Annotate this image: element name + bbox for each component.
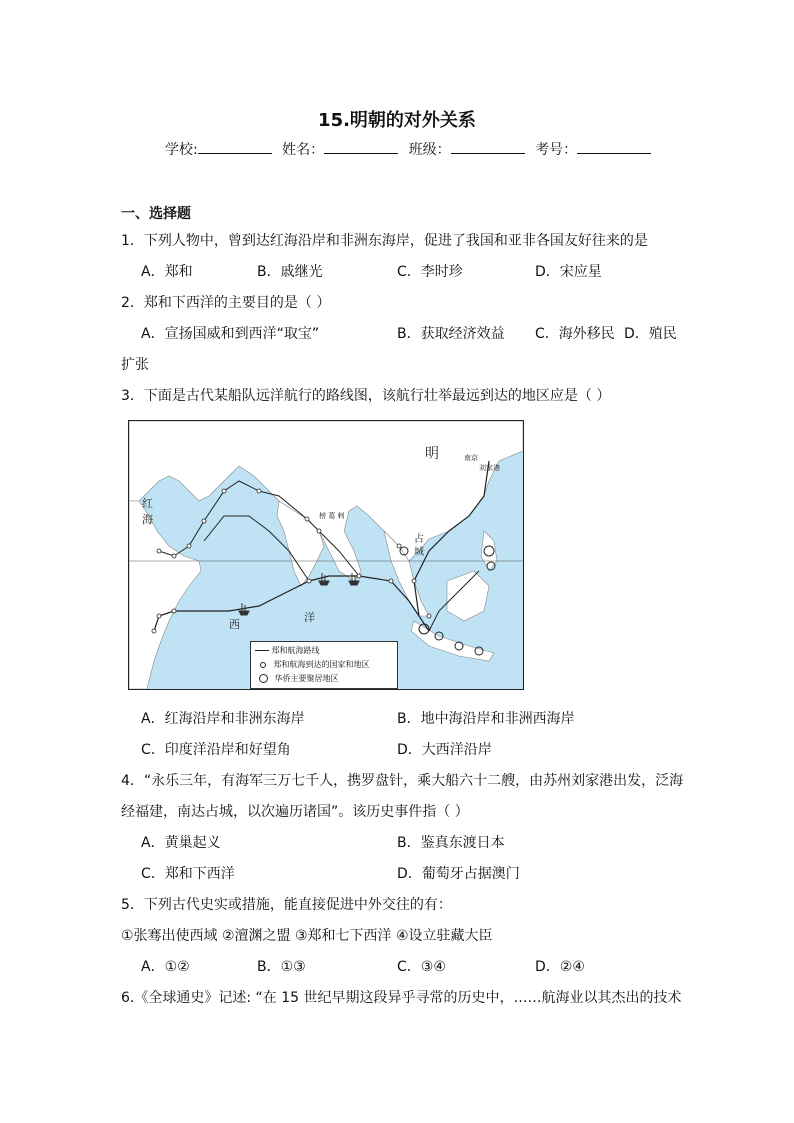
q1-option-b[interactable]: B．戚继光: [257, 264, 323, 280]
q4-option-a[interactable]: A．黄巢起义: [141, 835, 221, 851]
legend-route-line: [255, 650, 269, 651]
q3-option-a[interactable]: A．红海沿岸和非洲东海岸: [141, 711, 305, 727]
map-label-nanjing: 南京: [464, 454, 478, 462]
q1-option-d[interactable]: D．宋应星: [535, 264, 602, 280]
legend-visited: [255, 659, 370, 670]
question-4-stem-line-2: 经福建，南达占城，以次遍历诸国”。该历史事件指（ ）: [121, 804, 469, 820]
map-label-ocean: 洋: [304, 611, 315, 624]
map-label-liujiagang: 刘家港: [479, 464, 500, 472]
question-4-stem: 4．“永乐三年，有海军三万七千人，携罗盘针，乘大船六十二艘，由苏州刘家港出发，泛海: [121, 773, 684, 789]
legend-settlement: [255, 673, 339, 684]
q2-option-d[interactable]: D．殖民: [624, 326, 677, 342]
question-3-stem: 3．下面是古代某船队远洋航行的路线图，该航行壮举最远到达的地区应是（ ）: [121, 388, 611, 404]
sumatra-java-landmass: [411, 621, 494, 661]
q3-option-c[interactable]: C．印度洋沿岸和好望角: [141, 742, 291, 758]
school-blank[interactable]: [198, 139, 272, 154]
exam-number-blank[interactable]: [577, 139, 651, 154]
q5-option-d[interactable]: D．②④: [535, 959, 585, 975]
q4-option-b[interactable]: B．鉴真东渡日本: [397, 835, 505, 851]
q2-option-a[interactable]: A．宣扬国威和到西洋“取宝”: [141, 326, 320, 342]
map-label-red-sea: 红 海: [142, 497, 153, 526]
question-5-stem-line-2: ①张骞出使西域 ②澶渊之盟 ③郑和七下西洋 ④设立驻藏大臣: [121, 928, 493, 944]
page-title: 15.明朝的对外关系: [318, 110, 476, 131]
legend-settlement-circle: [259, 674, 268, 683]
q5-option-a[interactable]: A．①②: [141, 959, 190, 975]
q2-option-c[interactable]: C．海外移民: [535, 326, 615, 342]
q4-option-d[interactable]: D．葡萄牙占据澳门: [397, 866, 520, 882]
student-info-row: [165, 139, 657, 159]
question-6-stem: 6.《全球通史》记述: “在 15 世纪早期这段异乎寻常的历史中，……航海业以其杰出的技术: [121, 990, 682, 1006]
map-label-west: 西: [229, 618, 240, 631]
q3-option-d[interactable]: D．大西洋沿岸: [397, 742, 492, 758]
class-label: 班级：: [408, 142, 451, 158]
map-label-bangla: 榜 葛 剌: [319, 512, 345, 520]
exam-number-label: 考号：: [535, 142, 578, 158]
question-5-stem: 5．下列古代史实或措施，能直接促进中外交往的有：: [121, 897, 452, 913]
question-1-stem: 1．下列人物中，曾到达红海沿岸和非洲东海岸，促进了我国和亚非各国友好往来的是: [121, 233, 648, 249]
section-title: 一、选择题: [121, 206, 191, 222]
q3-option-b[interactable]: B．地中海沿岸和非洲西海岸: [397, 711, 575, 727]
question-2-stem: 2．郑和下西洋的主要目的是（ ）: [121, 295, 331, 311]
legend-route-text: 郑和航海路线: [271, 646, 320, 655]
school-label: 学校:: [165, 142, 198, 158]
q5-option-c[interactable]: C．③④: [397, 959, 446, 975]
q1-option-a[interactable]: A．郑和: [141, 264, 193, 280]
q2-option-d-continuation: 扩张: [121, 357, 149, 373]
q2-option-b[interactable]: B．获取经济效益: [397, 326, 505, 342]
legend-route: [255, 645, 320, 656]
map-label-zhancheng: 占 城: [414, 534, 424, 558]
q4-option-c[interactable]: C．郑和下西洋: [141, 866, 235, 882]
map-legend: [250, 641, 398, 689]
name-label: 姓名：: [282, 142, 325, 158]
name-blank[interactable]: [324, 139, 398, 154]
africa-landmass: [129, 501, 201, 689]
map-label-ming: 明: [425, 446, 439, 462]
q5-option-b[interactable]: B．①③: [257, 959, 306, 975]
legend-visited-dot: [260, 662, 266, 668]
asia-landmass: [129, 421, 523, 581]
legend-settlement-text: 华侨主要聚居地区: [274, 674, 339, 683]
class-blank[interactable]: [451, 139, 525, 154]
legend-visited-text: 郑和航海到达的国家和地区: [273, 660, 370, 669]
q1-option-c[interactable]: C．李时珍: [397, 264, 463, 280]
zheng-he-route-map: [128, 420, 524, 690]
